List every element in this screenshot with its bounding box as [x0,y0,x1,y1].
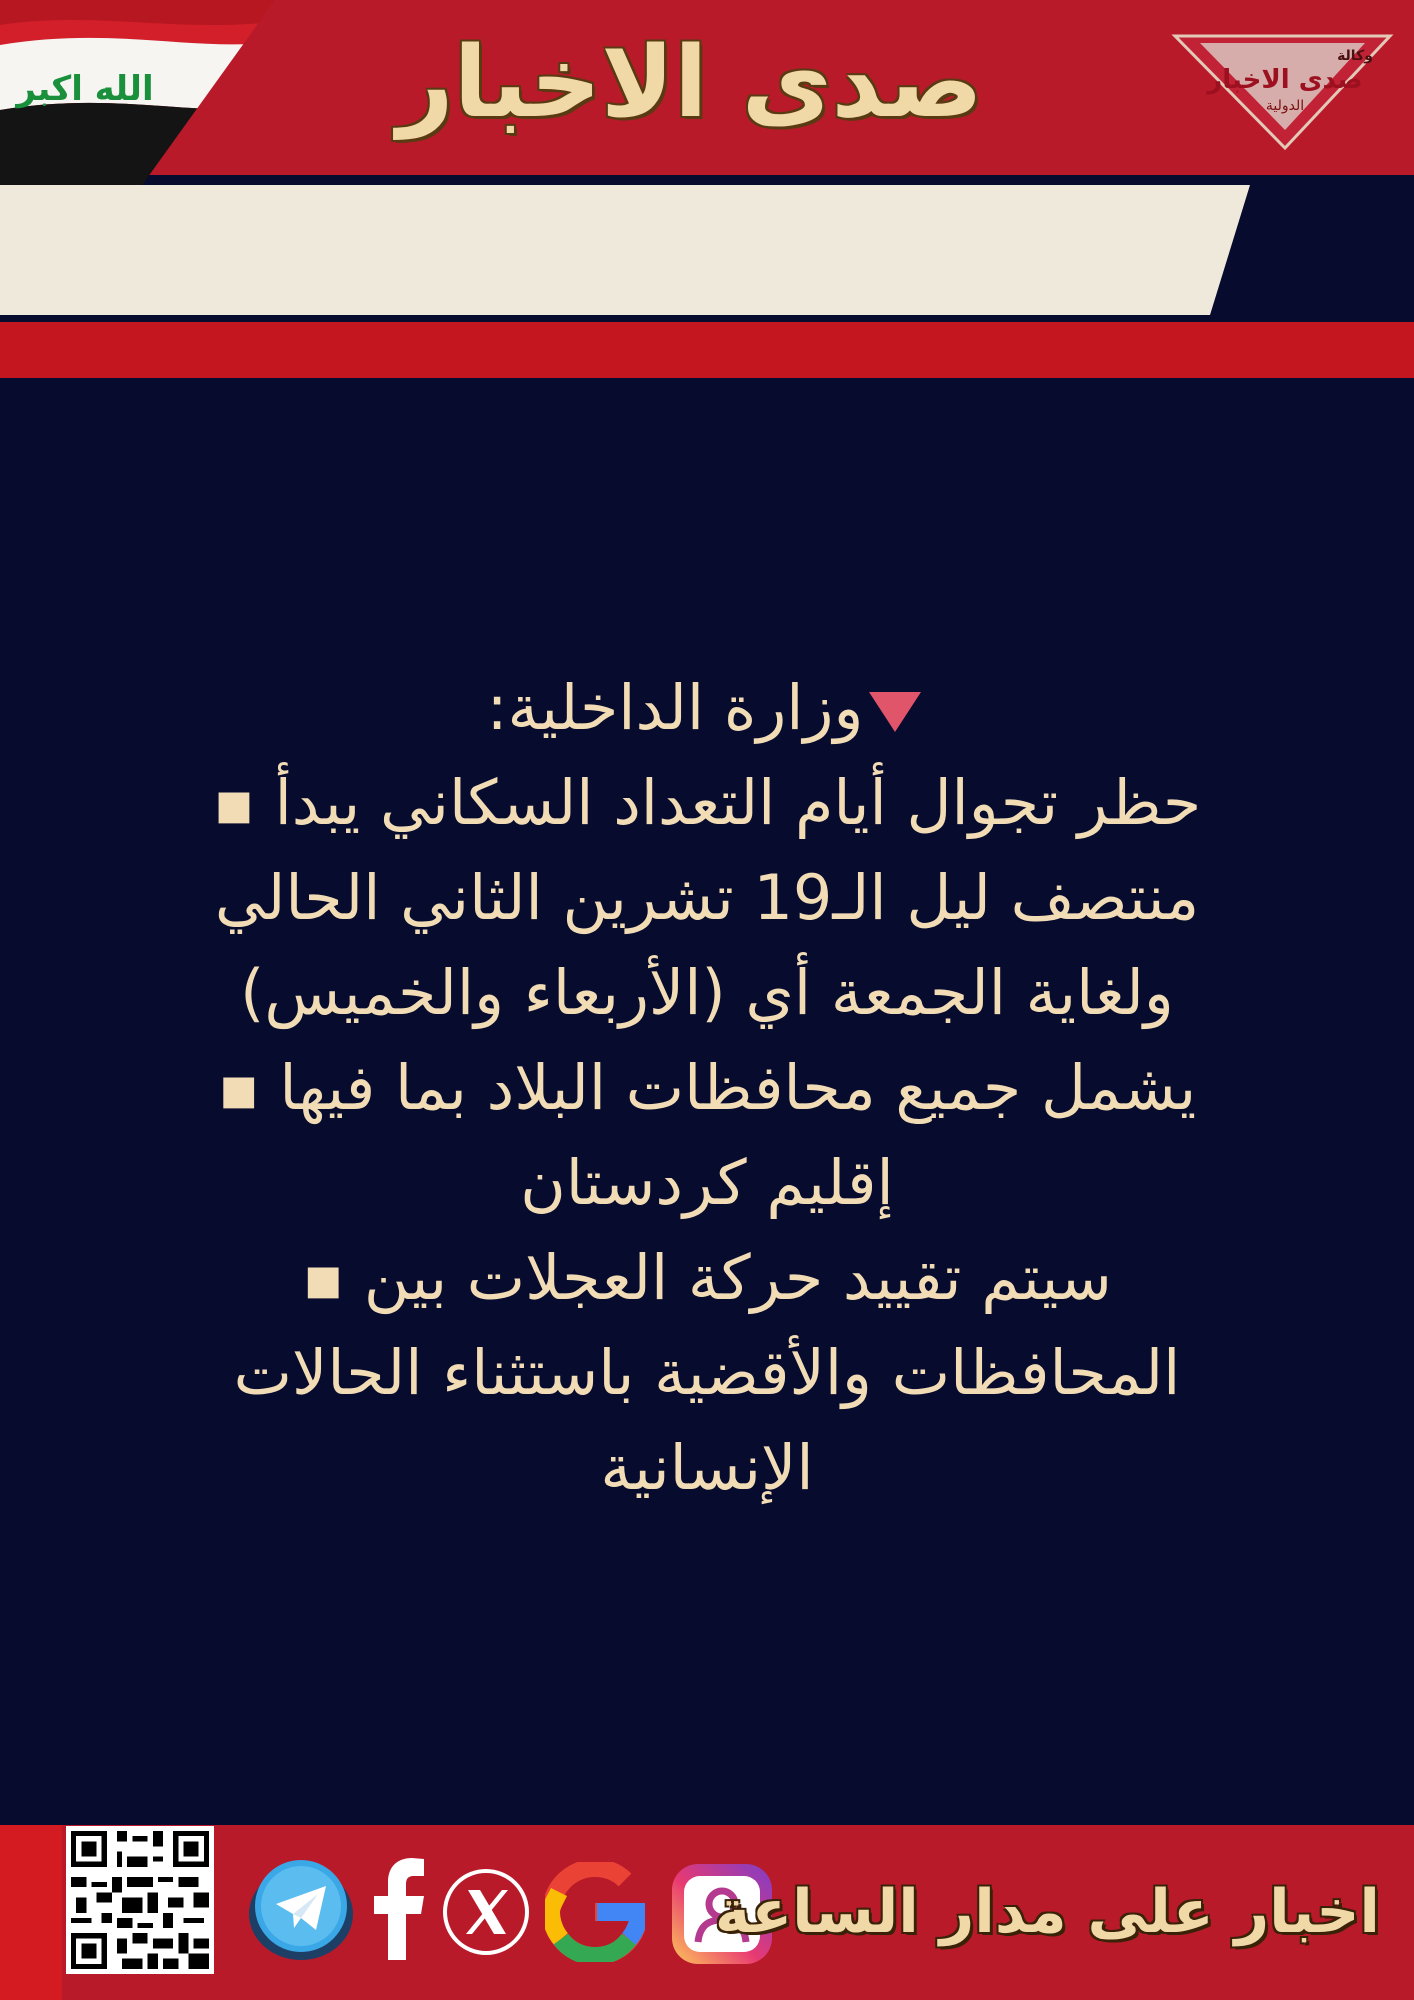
bullet-icon: ▪ [212,766,255,839]
news-line: إقليم كردستان [520,1146,894,1219]
footer-accent [0,1825,62,2000]
logo-main-text: صدى الاخبار [1207,65,1363,95]
logo-bottom-text: الدولية [1265,98,1305,114]
news-line [110,755,1304,850]
news-line [110,1040,1304,1135]
x-icon[interactable] [442,1868,530,1956]
news-line: الإنسانية [600,1431,814,1504]
news-line: ولغاية الجمعة أي (الأربعاء والخميس) [240,956,1174,1029]
logo-top-text: وكالة [1337,48,1373,64]
footer-tagline: اخبار على مدار الساعة [714,1877,1380,1947]
cream-banner [0,185,1250,315]
news-heading-line [110,660,1304,755]
flag-text: الله اكبر [16,69,154,109]
telegram-icon[interactable] [246,1856,356,1962]
news-line [110,1230,1304,1325]
news-text: سيتم تقييد حركة العجلات بين [363,1241,1112,1314]
news-text: حظر تجوال أيام التعداد السكاني يبدأ [274,766,1202,839]
google-icon[interactable] [545,1862,645,1962]
news-text: يشمل جميع محافظات البلاد بما فيها [279,1051,1197,1124]
triangle-marker-icon [869,692,921,732]
agency-logo [1155,18,1405,158]
bullet-icon: ▪ [302,1241,345,1314]
news-body [110,660,1304,1515]
page-title: صدى الاخبار [397,26,983,140]
iraq-flag-icon [0,0,290,188]
news-line: المحافظات والأقضية باستثناء الحالات [233,1336,1181,1409]
facebook-icon[interactable] [370,1858,426,1960]
red-stripe [0,322,1414,378]
news-line: منتصف ليل الـ19 تشرين الثاني الحالي [214,861,1200,934]
qr-code[interactable] [66,1826,214,1974]
news-heading: وزارة الداخلية: [486,671,864,744]
bullet-icon: ▪ [217,1051,260,1124]
